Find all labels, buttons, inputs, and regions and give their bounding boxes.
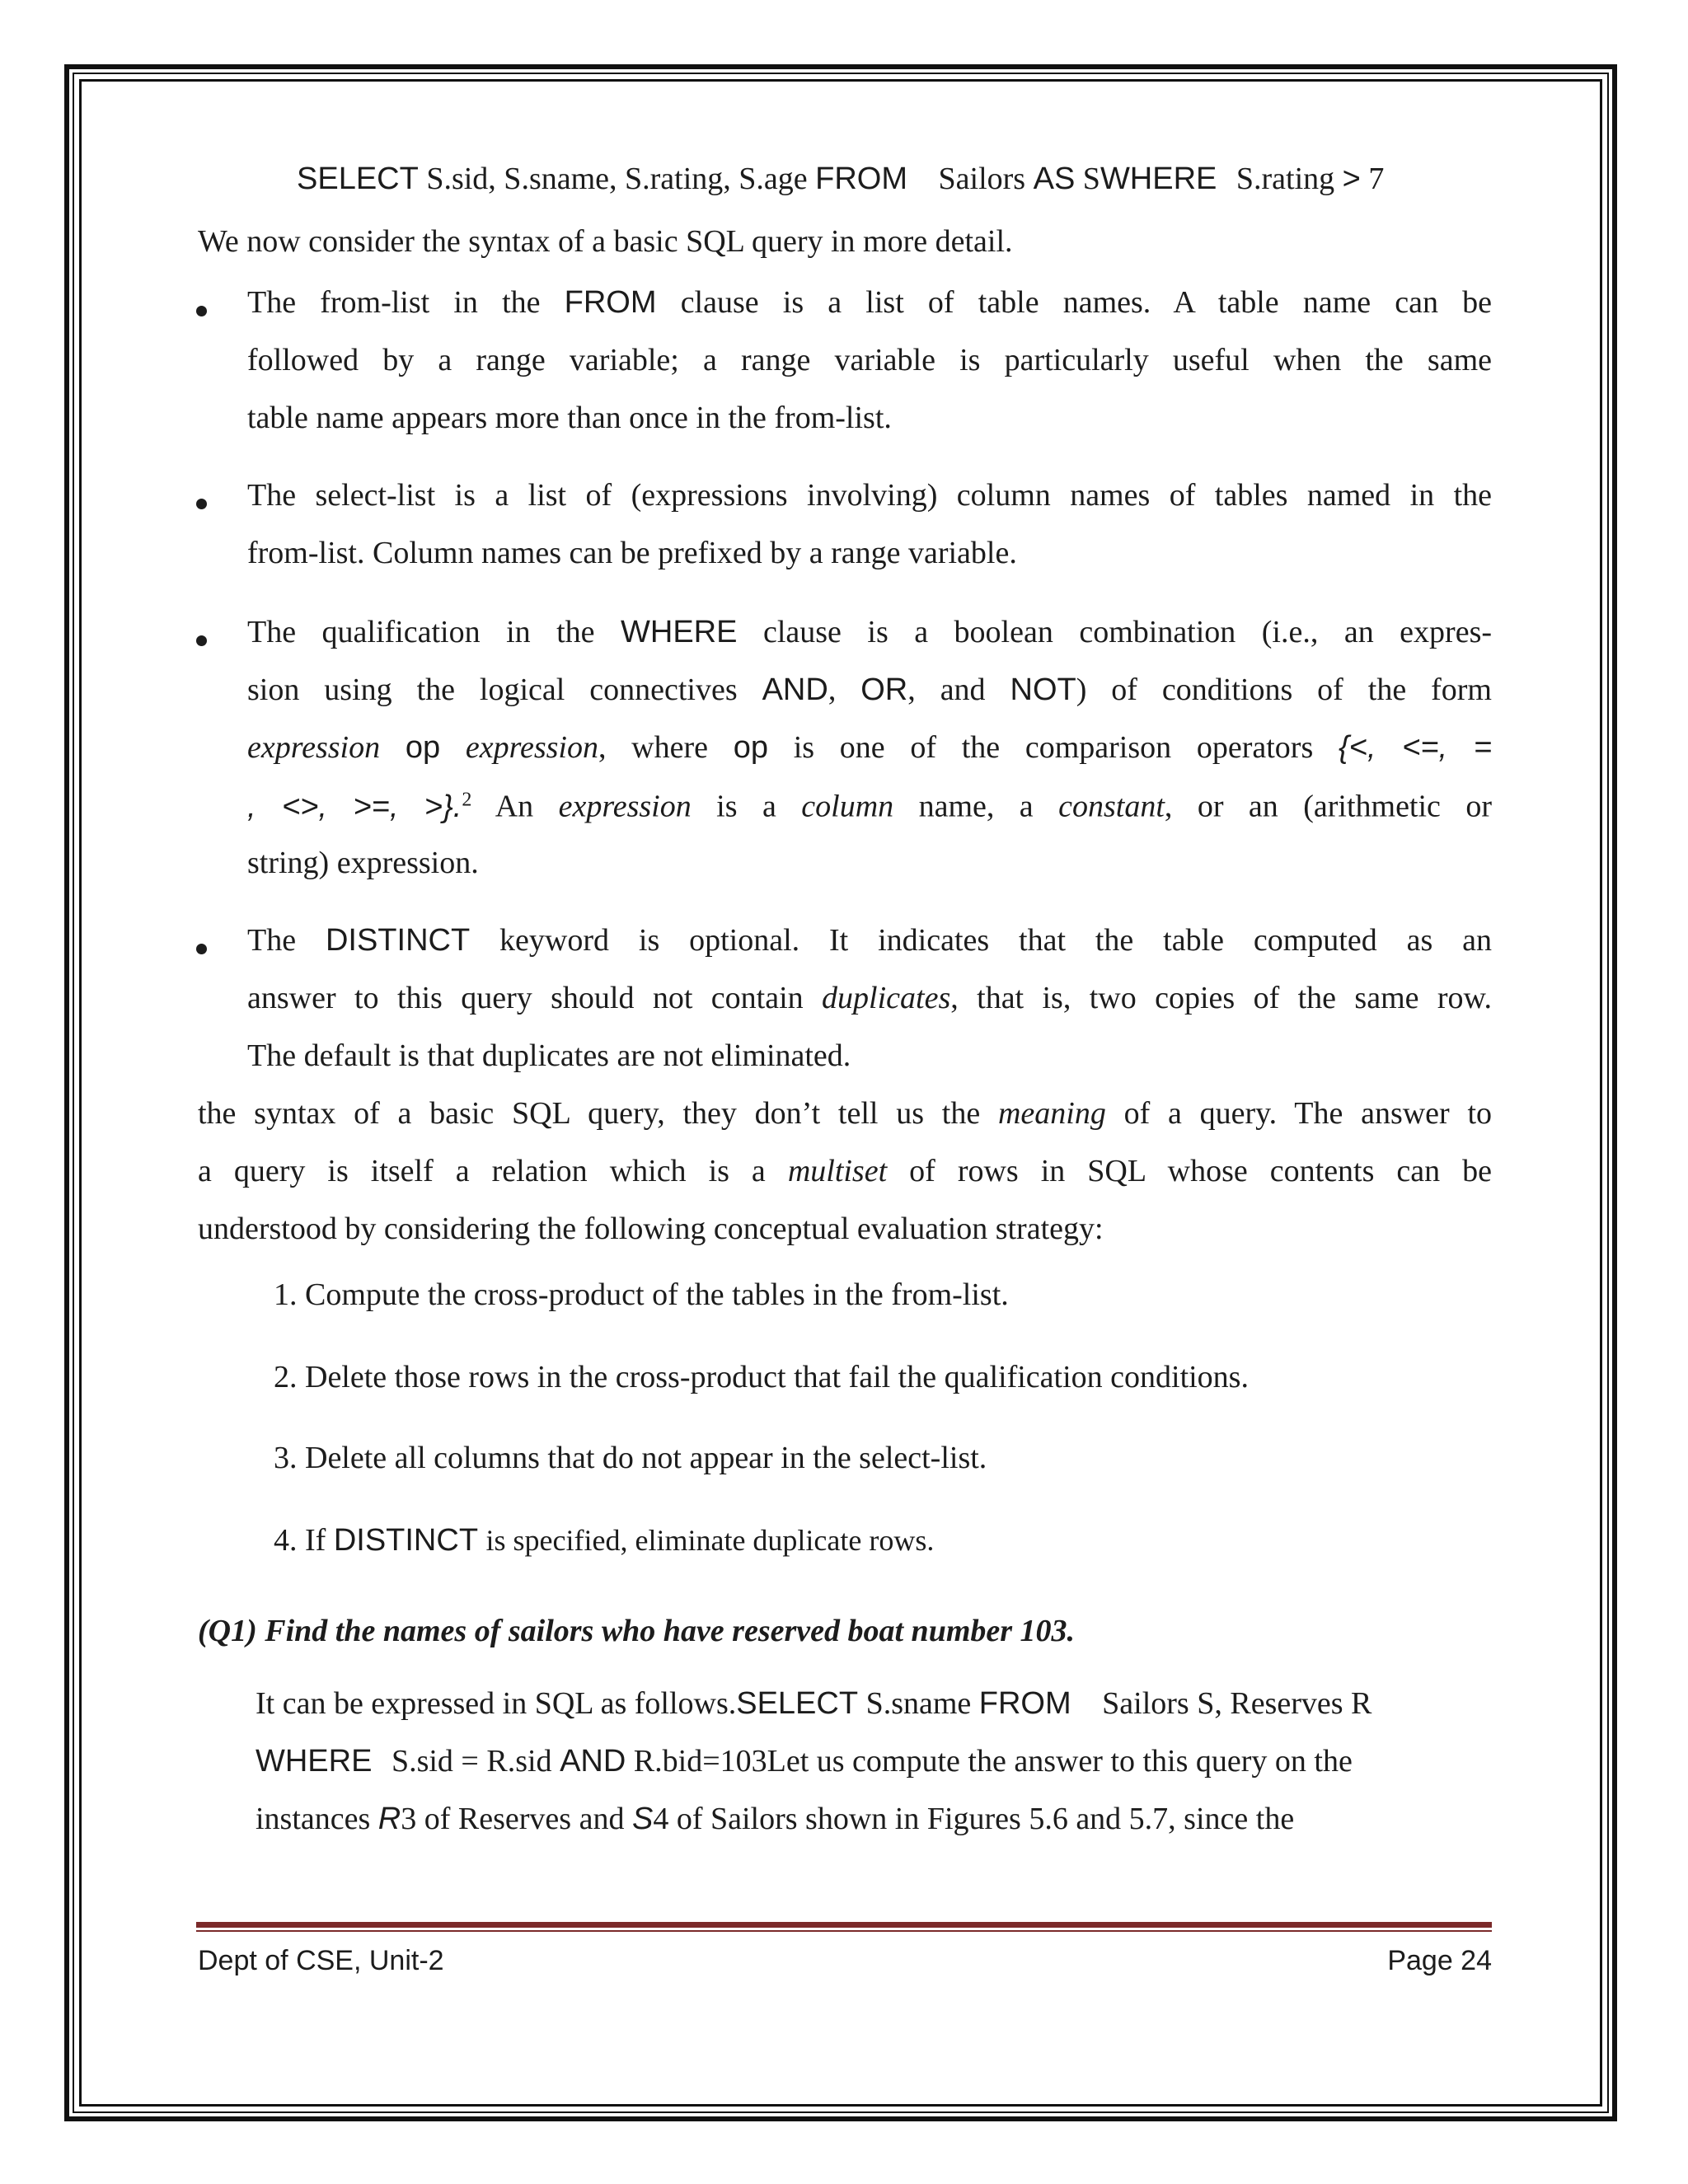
sql-keyword: WHERE bbox=[1100, 162, 1217, 196]
query-columns: S.sid, S.sname, S.rating, S.age bbox=[426, 162, 808, 196]
bullet-3-line-5: string) expression. bbox=[247, 846, 479, 880]
bullet-4-dot bbox=[196, 944, 207, 954]
bullet-4-line-1 bbox=[247, 925, 1492, 956]
bullet-2-line-1: The select-list is a list of (expressions involving) column names of tables named in the bbox=[247, 478, 1492, 513]
bullet-3-line-4 bbox=[247, 790, 1492, 823]
text: ) of conditions of the form bbox=[1076, 673, 1492, 707]
sql-keyword: DISTINCT bbox=[333, 1523, 479, 1558]
term-multiset: multiset bbox=[787, 1154, 888, 1188]
text: , that is, two copies of the same row. bbox=[950, 981, 1492, 1015]
bullet-3-line-2 bbox=[247, 674, 1492, 705]
sql-keyword: OR bbox=[860, 673, 908, 707]
query-condition-column: S.rating bbox=[1236, 162, 1335, 196]
bullet-1-dot bbox=[196, 306, 207, 316]
text: , and bbox=[907, 673, 986, 707]
text: The from-list in the bbox=[247, 285, 541, 320]
text: clause is a boolean combination (i.e., an expres- bbox=[762, 615, 1493, 649]
query-condition-value: 7 bbox=[1368, 162, 1385, 196]
text: The qualification in the bbox=[247, 615, 595, 649]
sql-keyword: FROM bbox=[978, 1686, 1071, 1721]
text: , where bbox=[598, 730, 709, 765]
q1-line-2 bbox=[256, 1746, 1353, 1777]
operator-set: {<, <=, = bbox=[1338, 730, 1493, 765]
term-expression: expression bbox=[558, 789, 692, 824]
q1-line-1 bbox=[256, 1688, 1372, 1719]
text: 3 of Reserves and bbox=[401, 1802, 625, 1836]
text: R.bid=103Let us compute the answer to this query on the bbox=[633, 1744, 1353, 1779]
query-alias: S bbox=[1082, 162, 1100, 196]
query-tables: Sailors S, Reserves R bbox=[1102, 1686, 1372, 1721]
bullet-1-line-3: table name appears more than once in the from-list. bbox=[247, 401, 892, 435]
step-4 bbox=[274, 1525, 934, 1556]
sql-keyword: DISTINCT bbox=[325, 923, 471, 958]
bullet-3-line-3 bbox=[247, 732, 1492, 763]
step-1: 1. Compute the cross-product of the tables in the from-list. bbox=[274, 1277, 1009, 1312]
bullet-3-line-1 bbox=[247, 616, 1492, 648]
text: a query is itself a relation which is a bbox=[198, 1154, 766, 1188]
term-meaning: meaning bbox=[997, 1096, 1106, 1131]
sql-keyword: NOT bbox=[1010, 673, 1076, 707]
text: is specified, eliminate duplicate rows. bbox=[485, 1524, 935, 1557]
query-table: Sailors bbox=[938, 162, 1026, 196]
term-op: op bbox=[733, 730, 769, 765]
bullet-4-line-3: The default is that duplicates are not eliminated. bbox=[247, 1038, 851, 1073]
operator-set: , <>, >=, >}. bbox=[247, 789, 462, 824]
term-expression: expression bbox=[465, 730, 598, 765]
text: instances bbox=[256, 1802, 371, 1836]
paragraph-line-3: understood by considering the following conceptual evaluation strategy: bbox=[198, 1212, 1104, 1246]
text: answer to this query should not contain bbox=[247, 981, 804, 1015]
bullet-1-line-1 bbox=[247, 287, 1492, 318]
bullet-3-dot bbox=[196, 635, 207, 646]
term-op: op bbox=[405, 730, 441, 765]
q1-line-3 bbox=[256, 1803, 1294, 1835]
text: sion using the logical connectives bbox=[247, 673, 738, 707]
text: of rows in SQL whose contents can be bbox=[909, 1154, 1493, 1188]
bullet-2-dot bbox=[196, 499, 207, 509]
sql-keyword: AS bbox=[1033, 162, 1076, 196]
text: keyword is optional. It indicates that the table computed as an bbox=[499, 923, 1492, 958]
footer-left: Dept of CSE, Unit-2 bbox=[198, 1945, 444, 1976]
sql-keyword: FROM bbox=[815, 162, 908, 196]
paragraph-line-1 bbox=[198, 1098, 1492, 1129]
text: 4 of Sailors shown in Figures 5.6 and 5.7, since the bbox=[653, 1802, 1295, 1836]
footer-rule bbox=[196, 1922, 1492, 1928]
sql-keyword: WHERE bbox=[256, 1744, 373, 1779]
query-column: S.sname bbox=[865, 1686, 972, 1721]
paragraph-line-2 bbox=[198, 1155, 1492, 1187]
query-condition-operator: > bbox=[1342, 162, 1361, 196]
term-expression: expression bbox=[247, 730, 381, 765]
sql-keyword: SELECT bbox=[736, 1686, 859, 1721]
text: is a bbox=[716, 789, 776, 824]
bullet-4-line-2 bbox=[247, 982, 1492, 1014]
term-column: column bbox=[801, 789, 894, 824]
sql-keyword: FROM bbox=[564, 285, 657, 320]
q1-heading: (Q1) Find the names of sailors who have reserved boat number 103. bbox=[198, 1614, 1076, 1648]
text: An bbox=[495, 789, 534, 824]
query-condition: S.sid = R.sid bbox=[391, 1744, 552, 1779]
example-query bbox=[297, 163, 1384, 194]
text: name, a bbox=[918, 789, 1034, 824]
sql-keyword: WHERE bbox=[621, 615, 738, 649]
footnote-marker: 2 bbox=[462, 789, 472, 810]
term-duplicates: duplicates bbox=[822, 981, 951, 1015]
sql-keyword: AND bbox=[762, 673, 828, 707]
step-3: 3. Delete all columns that do not appear in the select-list. bbox=[274, 1441, 987, 1475]
text: It can be expressed in SQL as follows. bbox=[256, 1686, 737, 1721]
text: , bbox=[828, 673, 837, 707]
intro-sentence: We now consider the syntax of a basic SQL query in more detail. bbox=[198, 224, 1013, 259]
instance-symbol: S bbox=[631, 1802, 654, 1836]
sql-keyword: AND bbox=[560, 1744, 626, 1779]
footer-rule-thin bbox=[196, 1930, 1492, 1932]
text: clause is a list of table names. A table name can be bbox=[680, 285, 1493, 320]
footer-page-number: Page 24 bbox=[1387, 1945, 1492, 1976]
text: is one of the comparison operators bbox=[793, 730, 1314, 765]
bullet-1-line-2: followed by a range variable; a range variable is particularly useful when the same bbox=[247, 343, 1492, 377]
text: The bbox=[247, 923, 297, 958]
instance-symbol: R bbox=[377, 1802, 401, 1836]
step-2: 2. Delete those rows in the cross-product that fail the qualification conditions. bbox=[274, 1360, 1249, 1394]
text: of a query. The answer to bbox=[1123, 1096, 1493, 1131]
term-constant: constant bbox=[1058, 789, 1165, 824]
text: , or an (arithmetic or bbox=[1164, 789, 1493, 824]
bullet-2-line-2: from-list. Column names can be prefixed by a range variable. bbox=[247, 536, 1017, 570]
text: 4. If bbox=[274, 1523, 326, 1558]
sql-keyword: SELECT bbox=[297, 162, 419, 196]
text: the syntax of a basic SQL query, they don’t tell us the bbox=[198, 1096, 981, 1131]
